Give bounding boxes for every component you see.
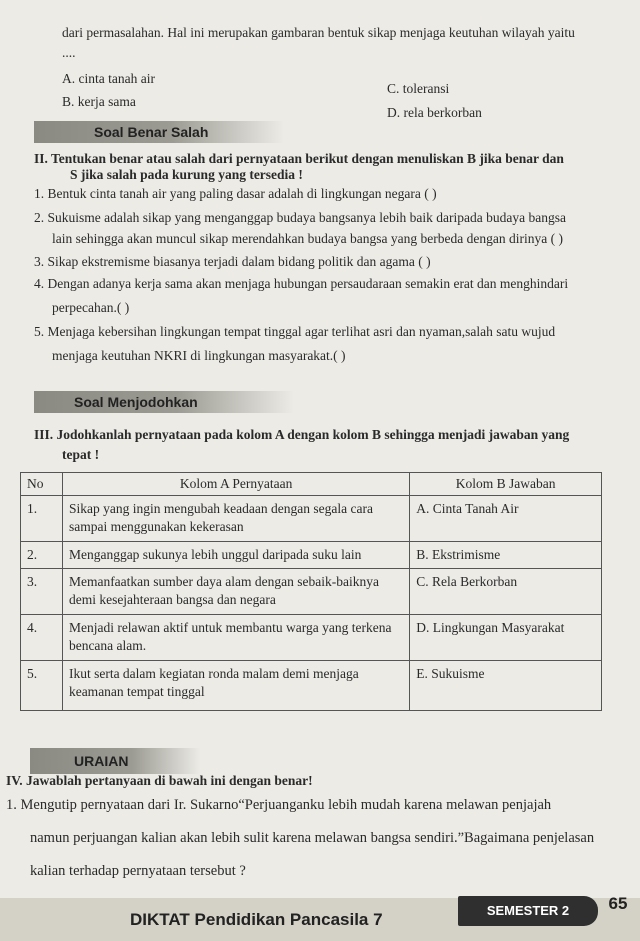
option-a: A. cinta tanah air	[62, 71, 155, 86]
option-b: B. kerja sama	[62, 94, 136, 109]
cell-no: 3.	[21, 569, 63, 615]
option-c: C. toleransi	[387, 81, 450, 96]
cell-no: 2.	[21, 542, 63, 569]
cell-jawaban: C. Rela Berkorban	[410, 569, 602, 615]
cell-pernyataan: Menganggap sukunya lebih unggul daripada suku lain	[62, 542, 409, 569]
table-header-row	[21, 473, 602, 496]
cell-pernyataan: Memanfaatkan sumber daya alam dengan sebaik-baiknya demi kesejahteraan bangsa dan negara	[62, 569, 409, 615]
section-band-benar-salah	[34, 121, 284, 143]
list-item-cont: perpecahan.( )	[52, 300, 130, 315]
page-number: 65	[608, 894, 628, 913]
semester-badge: SEMESTER 2	[458, 896, 598, 926]
table-row	[21, 661, 602, 711]
section-label-uraian: URAIAN	[74, 753, 129, 769]
list-item: 2. Sukuisme adalah sikap yang menganggap budaya bangsanya lebih baik daripada budaya bangsa	[34, 210, 566, 225]
table-row	[21, 569, 602, 615]
list-item-cont: menjaga keutuhan NKRI di lingkungan masyarakat.( )	[52, 348, 346, 363]
list-item: 4. Dengan adanya kerja sama akan menjaga hubungan persaudaraan semakin erat dan menghindari	[34, 276, 569, 291]
cell-pernyataan: Sikap yang ingin mengubah keadaan dengan segala cara sampai menggunakan kekerasan	[62, 496, 409, 542]
section-label-menjodohkan: Soal Menjodohkan	[74, 394, 198, 410]
table-row	[21, 496, 602, 542]
question-line-cont: namun perjuangan kalian akan lebih sulit karena melawan bangsa sendiri.”Bagaimana penjelasan	[30, 830, 595, 846]
question-line-cont: kalian terhadap pernyataan tersebut ?	[30, 863, 246, 879]
cell-jawaban: E. Sukuisme	[410, 661, 602, 711]
intro-ellipsis: ....	[62, 45, 76, 60]
list-item-cont: lain sehingga akan muncul sikap merendahkan budaya bangsa yang berbeda dengan dirinya ( )	[52, 231, 563, 246]
section-label-benar-salah: Soal Benar Salah	[94, 124, 209, 140]
table-row	[21, 615, 602, 661]
footer-title: DIKTAT Pendidikan Pancasila 7	[130, 910, 383, 929]
question-line: 1. Mengutip pernyataan dari Ir. Sukarno“Perjuanganku lebih mudah karena melawan penjajah	[6, 797, 552, 813]
cell-jawaban: D. Lingkungan Masyarakat	[410, 615, 602, 661]
section-band-uraian	[30, 748, 200, 774]
option-d: D. rela berkorban	[387, 105, 482, 120]
section-band-menjodohkan	[34, 391, 294, 413]
cell-pernyataan: Menjadi relawan aktif untuk membantu warga yang terkena bencana alam.	[62, 615, 409, 661]
heading-menjodohkan-2: tepat !	[62, 447, 100, 462]
cell-jawaban: B. Ekstrimisme	[410, 542, 602, 569]
col-header-kolom-b: Kolom B Jawaban	[410, 473, 602, 496]
list-item: 5. Menjaga kebersihan lingkungan tempat tinggal agar terlihat asri dan nyaman,salah satu wujud	[34, 324, 556, 339]
matching-table	[20, 472, 602, 711]
col-header-kolom-a: Kolom A Pernyataan	[62, 473, 409, 496]
cell-no: 5.	[21, 661, 63, 711]
heading-benar-salah-2: S jika salah pada kurung yang tersedia !	[70, 167, 303, 182]
intro-line: dari permasalahan. Hal ini merupakan gambaran bentuk sikap menjaga keutuhan wilayah yaitu	[62, 25, 575, 40]
cell-no: 1.	[21, 496, 63, 542]
heading-uraian: IV. Jawablah pertanyaan di bawah ini dengan benar!	[6, 773, 313, 788]
cell-pernyataan: Ikut serta dalam kegiatan ronda malam demi menjaga keamanan tempat tinggal	[62, 661, 409, 711]
list-item: 1. Bentuk cinta tanah air yang paling dasar adalah di lingkungan negara ( )	[34, 186, 437, 201]
col-header-no: No	[21, 473, 63, 496]
cell-jawaban: A. Cinta Tanah Air	[410, 496, 602, 542]
heading-benar-salah: II. Tentukan benar atau salah dari pernyataan berikut dengan menuliskan B jika benar dan	[34, 151, 564, 166]
list-item: 3. Sikap ekstremisme biasanya terjadi dalam bidang politik dan agama ( )	[34, 254, 431, 269]
cell-no: 4.	[21, 615, 63, 661]
table-row	[21, 542, 602, 569]
heading-menjodohkan: III. Jodohkanlah pernyataan pada kolom A dengan kolom B sehingga menjadi jawaban yang	[34, 427, 570, 442]
